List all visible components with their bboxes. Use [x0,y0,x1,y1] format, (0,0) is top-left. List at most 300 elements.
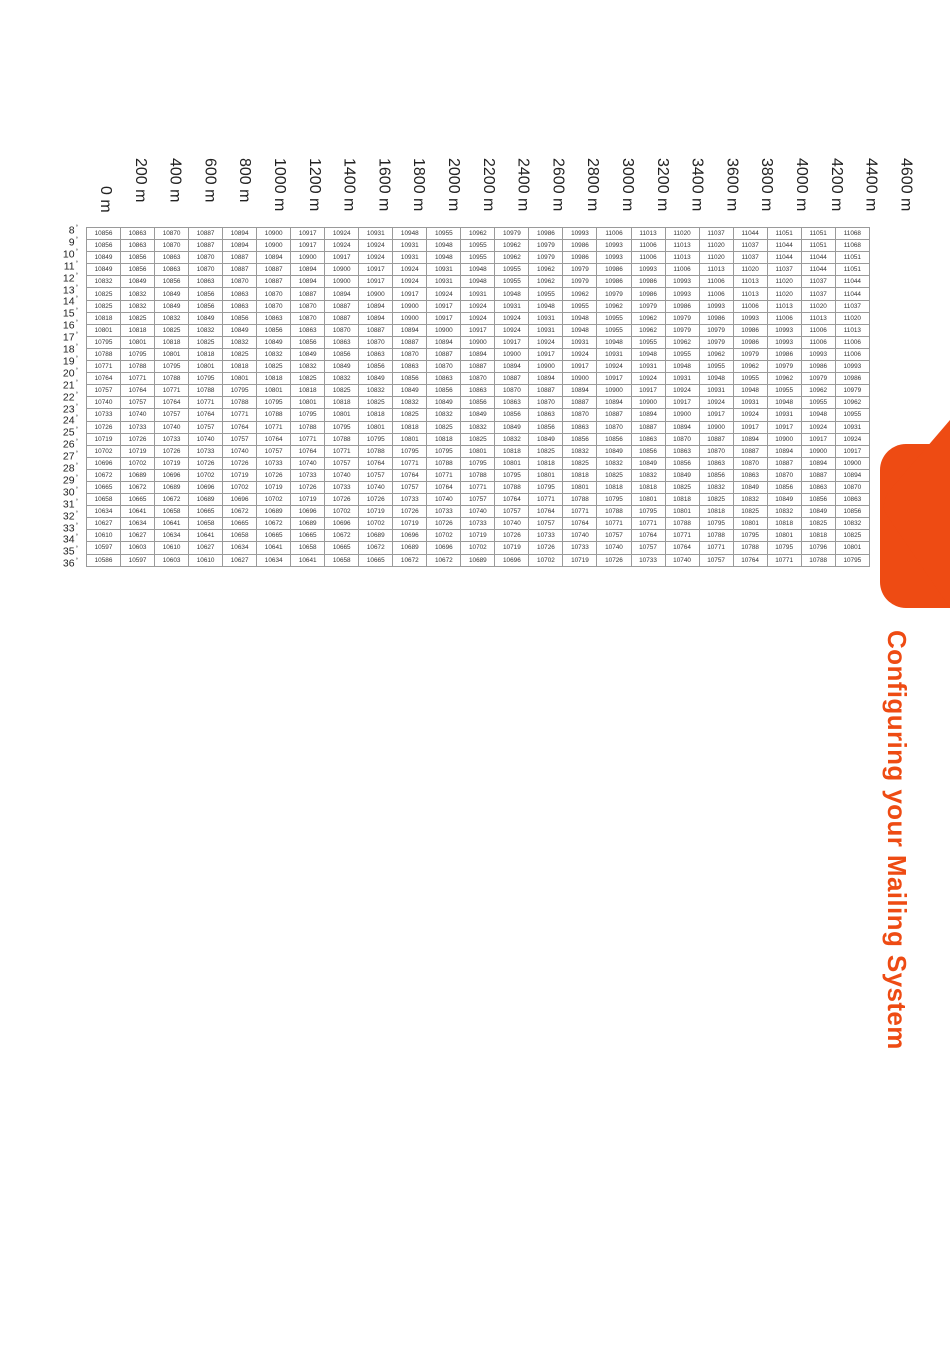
table-cell: 10849 [461,409,495,421]
table-cell: 10870 [223,276,257,288]
table-cell: 10849 [427,397,461,409]
table-cell: 10955 [529,288,563,300]
table-cell: 10818 [597,481,631,493]
table-cell: 10719 [155,457,189,469]
table-cell: 10887 [529,385,563,397]
table-cell: 10900 [597,385,631,397]
table-cell: 10962 [563,288,597,300]
table-cell: 10948 [427,240,461,252]
table-cell: 10801 [189,361,223,373]
table-row [87,421,870,433]
table-cell: 10788 [461,469,495,481]
table-cell: 10771 [223,409,257,421]
table-cell: 10733 [291,469,325,481]
table-row [87,288,870,300]
table-cell: 10771 [325,445,359,457]
table-cell: 10900 [359,288,393,300]
table-cell: 10863 [121,240,155,252]
table-cell: 10764 [257,433,291,445]
table-cell: 10696 [189,481,223,493]
table-cell: 10931 [597,348,631,360]
table-cell: 10610 [155,542,189,554]
latitude-value: 26 [62,438,75,451]
table-cell: 10924 [359,240,393,252]
table-cell: 10801 [359,421,393,433]
table-cell: 10917 [699,409,733,421]
table-cell: 10894 [325,288,359,300]
table-cell: 10917 [767,421,801,433]
table-cell: 10917 [325,252,359,264]
table-cell: 10979 [563,264,597,276]
table-cell: 10825 [87,300,121,312]
table-cell: 10856 [87,240,121,252]
table-cell: 10887 [393,336,427,348]
table-cell: 10924 [461,312,495,324]
table-cell: 10795 [631,506,665,518]
table-cell: 10788 [155,373,189,385]
table-cell: 10788 [257,409,291,421]
latitude-label [56,401,78,413]
table-cell: 10672 [257,518,291,530]
latitude-value: 12 [62,272,75,285]
altitude-label: 400 m [166,158,184,203]
latitude-label [56,353,78,368]
table-cell: 10740 [597,542,631,554]
table-cell: 10962 [495,252,529,264]
table-cell: 10825 [87,288,121,300]
table-cell: 10788 [563,494,597,506]
table-cell: 10931 [461,288,495,300]
table-cell: 10634 [121,518,155,530]
table-cell: 10795 [427,445,461,457]
table-cell: 10825 [155,324,189,336]
table-cell: 10641 [121,506,155,518]
table-cell: 10764 [665,542,699,554]
table-row [87,252,870,264]
degree-symbol: ° [75,474,78,481]
table-cell: 10771 [87,361,121,373]
table-cell: 10856 [291,336,325,348]
table-cell: 10986 [767,348,801,360]
table-cell: 10603 [121,542,155,554]
table-cell: 10764 [291,445,325,457]
table-cell: 10733 [257,457,291,469]
table-cell: 11051 [835,252,869,264]
table-cell: 10924 [393,276,427,288]
table-cell: 11013 [835,324,869,336]
table-cell: 10993 [665,276,699,288]
table-cell: 11037 [699,228,733,240]
table-cell: 10856 [801,494,835,506]
table-cell: 10931 [733,397,767,409]
table-cell: 10740 [563,530,597,542]
altitude-label: 2600 m [549,158,567,212]
table-cell: 10870 [257,288,291,300]
table-cell: 10870 [733,457,767,469]
table-cell: 10962 [631,324,665,336]
table-cell: 10696 [393,530,427,542]
latitude-label [56,234,78,249]
table-row [87,276,870,288]
degree-symbol: ° [75,272,78,279]
table-cell: 10764 [427,481,461,493]
table-cell: 10832 [155,312,189,324]
table-cell: 10863 [699,457,733,469]
table-cell: 10979 [699,324,733,336]
table-cell: 10849 [767,494,801,506]
table-cell: 10993 [767,336,801,348]
table-cell: 10740 [665,554,699,566]
table-cell: 11051 [801,228,835,240]
table-row [87,445,870,457]
table-cell: 10849 [223,324,257,336]
table-cell: 10900 [325,264,359,276]
table-cell: 10955 [563,300,597,312]
table-cell: 10900 [529,361,563,373]
table-cell: 10702 [461,542,495,554]
table-cell: 10825 [427,421,461,433]
degree-symbol: ° [75,558,78,565]
altitude-label: 1000 m [271,158,288,212]
table-cell: 10672 [359,542,393,554]
table-cell: 10856 [665,457,699,469]
latitude-label [56,448,78,463]
table-cell: 10955 [665,348,699,360]
table-cell: 11013 [699,264,733,276]
table-cell: 10887 [699,433,733,445]
table-cell: 10917 [393,288,427,300]
table-cell: 10863 [529,409,563,421]
table-cell: 10863 [393,361,427,373]
table-cell: 10689 [291,518,325,530]
table-cell: 10788 [495,481,529,493]
table-cell: 10856 [189,288,223,300]
table-cell: 10733 [563,542,597,554]
table-cell: 10900 [257,228,291,240]
table-cell: 10726 [257,469,291,481]
table-cell: 11006 [631,240,665,252]
table-cell: 11013 [733,276,767,288]
table-cell: 10986 [835,373,869,385]
table-cell: 10764 [87,373,121,385]
table-cell: 10863 [223,288,257,300]
table-cell: 10856 [427,385,461,397]
table-cell: 10825 [801,518,835,530]
table-cell: 10795 [325,421,359,433]
table-cell: 10887 [563,397,597,409]
table-cell: 10733 [631,554,665,566]
table-cell: 10870 [699,445,733,457]
table-cell: 10801 [461,445,495,457]
table-cell: 10719 [87,433,121,445]
table-cell: 10856 [87,228,121,240]
table-cell: 10795 [733,530,767,542]
table-cell: 10832 [121,300,155,312]
table-cell: 10870 [529,397,563,409]
table-cell: 10870 [495,385,529,397]
latitude-label [56,520,78,532]
table-row [87,324,870,336]
table-cell: 10771 [189,397,223,409]
table-cell: 10665 [189,506,223,518]
table-cell: 10689 [461,554,495,566]
table-cell: 10832 [699,481,733,493]
table-cell: 10849 [257,336,291,348]
table-cell: 10764 [393,469,427,481]
table-cell: 10689 [393,542,427,554]
table-cell: 10757 [393,481,427,493]
table-cell: 10771 [597,518,631,530]
degree-symbol: ° [75,439,78,446]
table-cell: 10856 [121,264,155,276]
table-cell: 10863 [155,252,189,264]
table-cell: 10634 [155,530,189,542]
table-cell: 10900 [257,240,291,252]
table-cell: 10948 [699,373,733,385]
table-cell: 10948 [631,348,665,360]
table-cell: 11044 [801,264,835,276]
table-cell: 10900 [631,397,665,409]
table-cell: 10870 [393,348,427,360]
table-cell: 10863 [291,324,325,336]
table-cell: 10849 [291,348,325,360]
table-cell: 10979 [665,312,699,324]
table-cell: 10917 [801,433,835,445]
table-cell: 10856 [257,324,291,336]
table-cell: 10740 [325,469,359,481]
table-cell: 10818 [495,445,529,457]
table-cell: 10795 [393,445,427,457]
latitude-value: 36 [62,557,75,570]
table-cell: 10658 [291,542,325,554]
table-cell: 10764 [223,421,257,433]
table-cell: 10948 [393,228,427,240]
table-cell: 10672 [325,530,359,542]
altitude-label: 800 m [236,158,254,203]
table-cell: 10924 [597,361,631,373]
table-cell: 10788 [801,554,835,566]
table-cell: 10894 [801,457,835,469]
table-cell: 10764 [155,397,189,409]
table-cell: 10931 [631,361,665,373]
table-cell: 10641 [257,542,291,554]
table-cell: 10955 [801,397,835,409]
table-cell: 10719 [461,530,495,542]
table-cell: 10634 [257,554,291,566]
table-cell: 10610 [189,554,223,566]
table-cell: 10993 [597,252,631,264]
table-cell: 11006 [767,312,801,324]
table-cell: 10788 [189,385,223,397]
degree-symbol: ° [75,522,78,529]
table-cell: 10955 [495,264,529,276]
table-cell: 10801 [495,457,529,469]
degree-symbol: ° [75,225,78,231]
table-cell: 10931 [563,336,597,348]
table-cell: 10801 [223,373,257,385]
table-cell: 10764 [733,554,767,566]
table-cell: 10818 [155,336,189,348]
table-cell: 11044 [767,240,801,252]
table-cell: 10832 [393,397,427,409]
table-cell: 10771 [699,542,733,554]
table-cell: 10948 [461,264,495,276]
table-cell: 10818 [631,481,665,493]
table-cell: 10832 [495,433,529,445]
table-cell: 10917 [427,312,461,324]
table-cell: 10597 [121,554,155,566]
table-cell: 10818 [325,397,359,409]
table-cell: 10740 [495,518,529,530]
latitude-value: 35 [62,545,75,558]
degree-symbol: ° [75,236,78,243]
altitude-label: 3800 m [758,158,776,212]
table-cell: 10887 [495,373,529,385]
table-row [87,542,870,554]
table-row [87,397,870,409]
table-cell: 10931 [427,264,461,276]
table-cell: 10948 [767,397,801,409]
table-cell: 10924 [325,228,359,240]
table-cell: 10586 [87,554,121,566]
table-cell: 10894 [359,300,393,312]
table-cell: 10870 [427,361,461,373]
table-cell: 10993 [767,324,801,336]
table-cell: 10917 [631,385,665,397]
table-cell: 10696 [427,542,461,554]
table-cell: 10726 [495,530,529,542]
table-cell: 10788 [733,542,767,554]
table-cell: 10849 [597,445,631,457]
latitude-label [56,246,78,261]
table-cell: 10801 [87,324,121,336]
table-cell: 10832 [427,409,461,421]
table-cell: 10740 [359,481,393,493]
table-cell: 10887 [631,421,665,433]
table-row [87,469,870,481]
latitude-label [56,543,78,558]
table-cell: 10986 [631,276,665,288]
table-cell: 10818 [359,409,393,421]
table-cell: 10825 [563,457,597,469]
table-cell: 10993 [801,348,835,360]
table-cell: 10832 [767,506,801,518]
table-cell: 10726 [529,542,563,554]
latitude-label [56,424,78,439]
table-cell: 11006 [699,276,733,288]
table-cell: 10702 [121,457,155,469]
table-cell: 10849 [325,361,359,373]
degree-symbol: ° [75,344,78,350]
table-cell: 10917 [461,324,495,336]
table-cell: 10900 [427,324,461,336]
table-cell: 10788 [291,421,325,433]
table-cell: 10733 [121,421,155,433]
table-cell: 10856 [121,252,155,264]
table-cell: 10658 [325,554,359,566]
table-cell: 11020 [665,228,699,240]
table-cell: 10634 [223,542,257,554]
table-cell: 10894 [359,312,393,324]
table-cell: 10870 [291,300,325,312]
degree-symbol: ° [75,498,78,505]
table-cell: 10870 [155,240,189,252]
altitude-label: 1800 m [410,158,428,212]
table-cell: 10771 [563,506,597,518]
table-cell: 10849 [155,288,189,300]
table-cell: 10825 [699,494,733,506]
degree-symbol: ° [75,284,78,291]
table-cell: 10795 [189,373,223,385]
altitude-label: 4200 m [827,158,845,212]
degree-symbol: ° [75,415,78,422]
table-cell: 10832 [291,361,325,373]
table-cell: 10719 [223,469,257,481]
table-cell: 10597 [87,542,121,554]
table-cell: 10917 [529,348,563,360]
degree-symbol: ° [75,534,78,541]
table-cell: 10788 [597,506,631,518]
table-cell: 11020 [767,288,801,300]
latitude-value: 9 [68,236,75,249]
table-cell: 10924 [529,336,563,348]
table-cell: 10917 [835,445,869,457]
table-cell: 11051 [801,240,835,252]
table-cell: 10924 [563,348,597,360]
table-cell: 10894 [665,421,699,433]
table-cell: 10856 [699,469,733,481]
table-cell: 10832 [87,276,121,288]
table-cell: 10924 [801,421,835,433]
latitude-value: 15 [62,307,75,320]
table-cell: 10979 [733,348,767,360]
table-cell: 10757 [631,542,665,554]
table-cell: 10603 [155,554,189,566]
table-cell: 10894 [529,373,563,385]
table-cell: 11044 [835,288,869,300]
table-cell: 10757 [87,385,121,397]
table-cell: 10641 [155,518,189,530]
table-cell: 10832 [359,385,393,397]
altitude-label: 1200 m [305,158,323,212]
table-cell: 10825 [529,445,563,457]
table-row [87,433,870,445]
table-cell: 10795 [291,409,325,421]
table-cell: 10801 [325,409,359,421]
table-cell: 11020 [699,240,733,252]
table-cell: 10917 [291,240,325,252]
table-cell: 10900 [393,312,427,324]
table-cell: 10931 [393,240,427,252]
table-cell: 10955 [597,312,631,324]
table-cell: 10900 [767,433,801,445]
table-cell: 10801 [563,481,597,493]
altitude-label: 2800 m [584,158,602,212]
table-cell: 11020 [835,312,869,324]
table-cell: 10870 [835,481,869,493]
table-cell: 10702 [529,554,563,566]
table-cell: 10832 [733,494,767,506]
degree-symbol: ° [75,332,78,339]
table-cell: 10689 [257,506,291,518]
table-cell: 10955 [427,228,461,240]
table-cell: 10825 [835,530,869,542]
table-cell: 10849 [665,469,699,481]
latitude-label [56,293,78,308]
table-cell: 10993 [665,288,699,300]
table-cell: 10887 [359,324,393,336]
latitude-label [56,317,78,332]
